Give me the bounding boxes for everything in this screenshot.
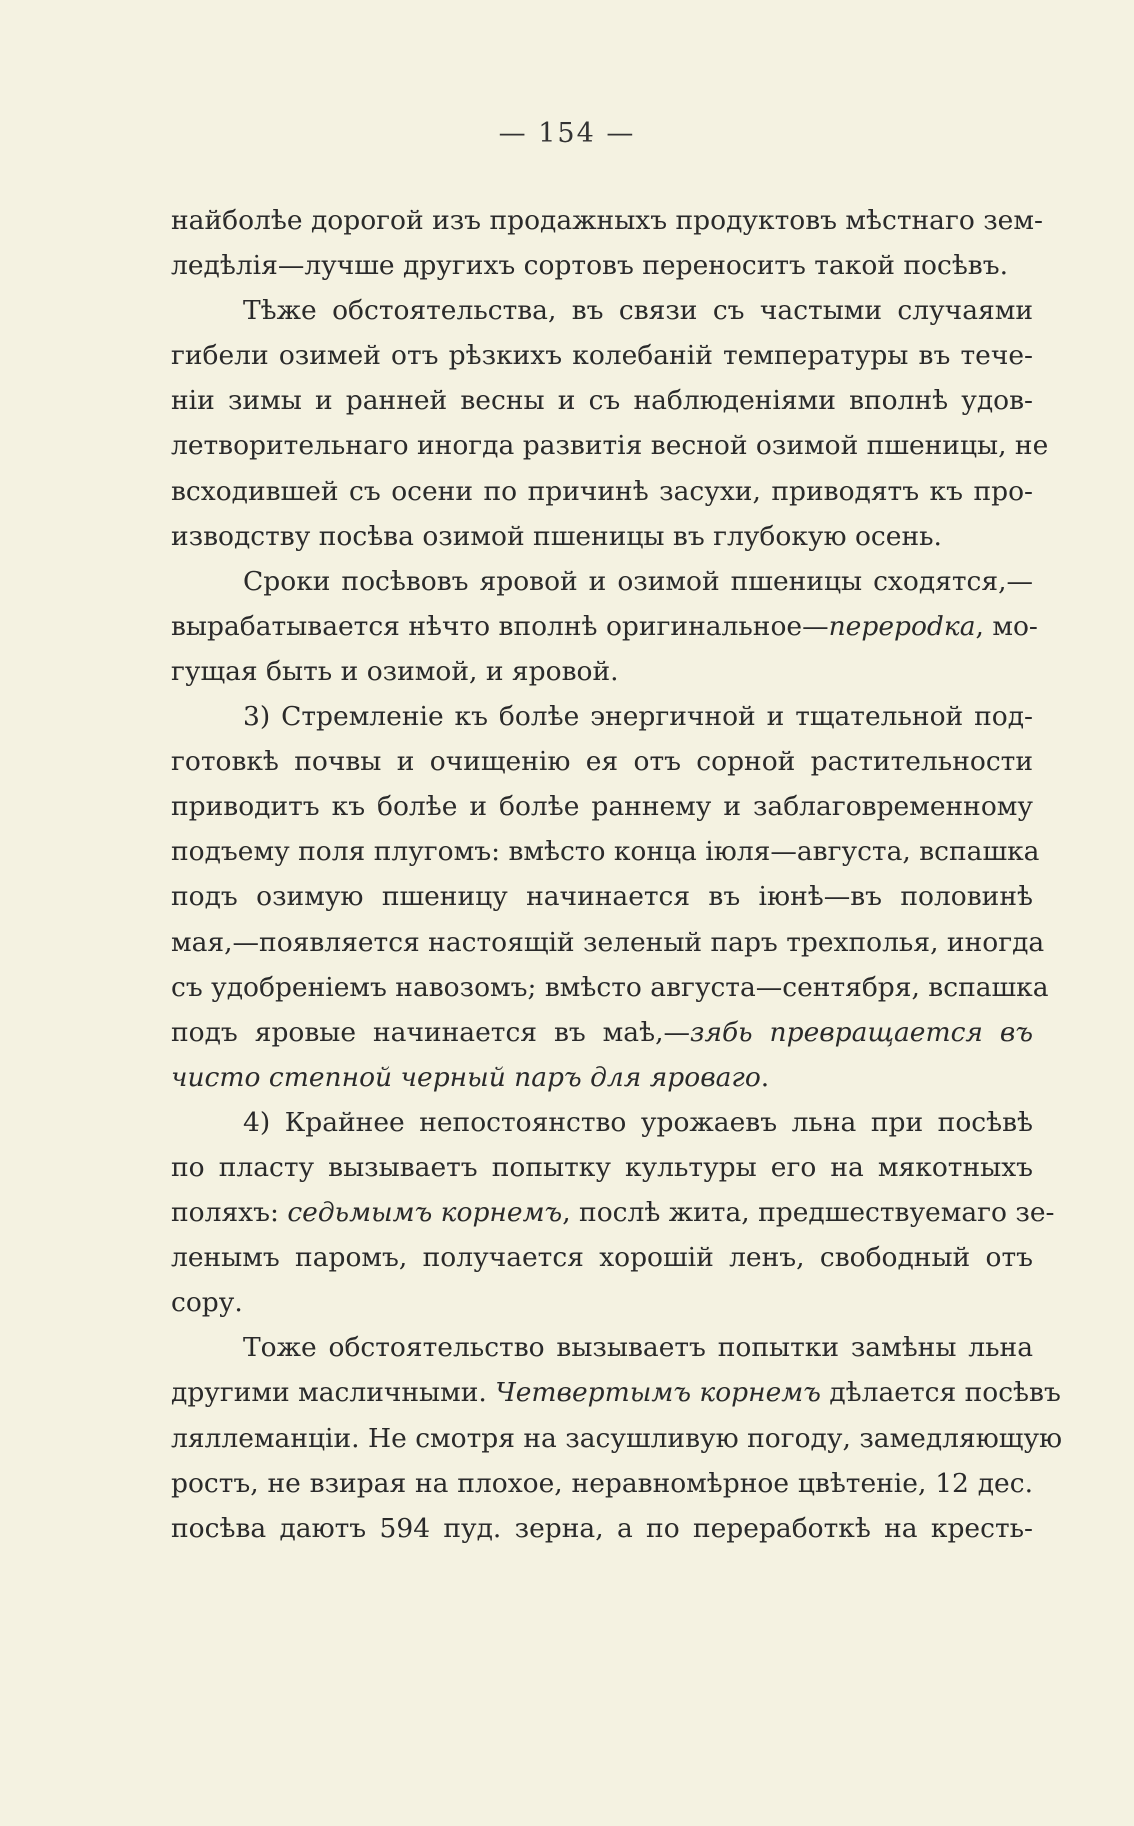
text-line — [171, 288, 1033, 333]
text-line — [171, 243, 1033, 288]
text-line — [171, 514, 1033, 559]
text-line — [171, 423, 1049, 468]
text-line-italic: Четвертымъ корнемъ — [495, 1377, 821, 1409]
body-text — [171, 198, 1063, 1551]
text-line — [171, 829, 1040, 874]
text-line-roman: другими масличными. — [171, 1377, 496, 1409]
text-line — [171, 1010, 1033, 1055]
text-line-tail: . — [760, 1061, 770, 1093]
text-line — [171, 1325, 1033, 1370]
page-number: — 154 — — [498, 118, 636, 149]
text-line-tail: , мо- — [975, 610, 1038, 642]
text-line-roman: изводству посѣва озимой пшеницы въ глубокую осень. — [171, 520, 942, 552]
text-line-roman: гибели озимей отъ рѣзкихъ колебаній температуры въ тече- — [171, 340, 1033, 372]
text-line-roman: 4) Крайнее непостоянство урожаевъ льна при посѣвѣ — [243, 1106, 1033, 1138]
text-line — [171, 559, 1033, 604]
text-line — [171, 739, 1033, 784]
text-line-roman: гущая быть и озимой, и яровой. — [171, 655, 619, 687]
text-line-roman: вырабатывается нѣчто вполнѣ оригинальное— — [171, 610, 829, 642]
text-line — [171, 1235, 1033, 1280]
text-line-roman: мая,—появляется настоящій зеленый паръ трехполья, иногда — [171, 926, 1045, 958]
text-line-roman: приводитъ къ болѣе и болѣе раннему и заблаговременному — [171, 791, 1033, 823]
text-line-roman: ленымъ паромъ, получается хорошій ленъ, свободный отъ — [171, 1242, 1033, 1274]
text-line-roman: готовкѣ почвы и очищенію ея отъ сорной растительности — [171, 746, 1033, 778]
text-line — [171, 1145, 1033, 1190]
text-line-roman: всходившей съ осени по причинѣ засухи, приводятъ къ про- — [171, 475, 1033, 507]
text-line — [171, 965, 1049, 1010]
text-line-roman: поляхъ: — [171, 1197, 288, 1229]
text-line — [171, 1370, 1061, 1415]
text-line — [171, 694, 1033, 739]
text-line-roman: по пласту вызываетъ попытку культуры его на мякотныхъ — [171, 1151, 1033, 1183]
text-line-roman: ледѣлія—лучше другихъ сортовъ переноситъ такой посѣвъ. — [171, 250, 1009, 282]
text-line — [171, 378, 1033, 423]
text-line-italic: седьмымъ корнемъ — [287, 1197, 563, 1229]
text-line — [171, 1100, 1033, 1145]
text-line — [171, 1190, 1055, 1235]
text-line — [171, 784, 1033, 829]
text-line-tail: , послѣ жита, предшествуемаго зе- — [562, 1197, 1055, 1229]
text-line-roman: ляллеманціи. Не смотря на засушливую погоду, замедляющую — [171, 1422, 1063, 1454]
text-line — [171, 1280, 1033, 1325]
text-line — [171, 1416, 1063, 1461]
text-line — [171, 920, 1045, 965]
text-line-italic: перерodка — [828, 610, 976, 642]
text-line-roman: посѣва даютъ 594 пуд. зерна, а по переработкѣ на кресть- — [171, 1512, 1033, 1544]
text-line-roman: подъ яровые начинается въ маѣ,— — [171, 1016, 690, 1048]
text-line — [171, 604, 1038, 649]
text-line-roman: ростъ, не взирая на плохое, неравномѣрное цвѣтеніе, 12 дес. — [171, 1467, 1033, 1499]
text-line-roman: Тоже обстоятельство вызываетъ попытки замѣны льна — [243, 1332, 1033, 1364]
text-line — [171, 1055, 1033, 1100]
text-line-roman: сору. — [171, 1287, 243, 1319]
text-line-roman: Сроки посѣвовъ яровой и озимой пшеницы сходятся,— — [243, 565, 1033, 597]
text-line-roman: подъему поля плугомъ: вмѣсто конца іюля—августа, вспашка — [171, 836, 1040, 868]
text-line-italic: чисто степной черный паръ для яроваго — [171, 1061, 761, 1093]
text-line — [171, 1506, 1033, 1551]
text-line-roman: съ удобреніемъ навозомъ; вмѣсто августа—сентября, вспашка — [171, 971, 1049, 1003]
text-line — [171, 198, 1043, 243]
text-line-roman: подъ озимую пшеницу начинается въ іюнѣ—въ половинѣ — [171, 881, 1033, 913]
text-line-roman: Тѣже обстоятельства, въ связи съ частыми случаями — [243, 295, 1033, 327]
text-line — [171, 1461, 1033, 1506]
text-line — [171, 333, 1033, 378]
text-line — [171, 874, 1033, 919]
text-line-italic: зябь превращается въ — [690, 1016, 1033, 1048]
text-line-roman: ніи зимы и ранней весны и съ наблюденіями вполнѣ удов- — [171, 385, 1033, 417]
text-line — [171, 469, 1033, 514]
text-line-roman: найболѣе дорогой изъ продажныхъ продуктовъ мѣстнаго зем- — [171, 205, 1043, 236]
text-line-tail: дѣлается посѣвъ — [820, 1377, 1061, 1409]
text-line — [171, 649, 1033, 694]
text-line-roman: 3) Стремленіе къ болѣе энергичной и тщательной под- — [243, 701, 1033, 733]
text-line-roman: летворительнаго иногда развитія весной озимой пшеницы, не — [171, 430, 1049, 462]
